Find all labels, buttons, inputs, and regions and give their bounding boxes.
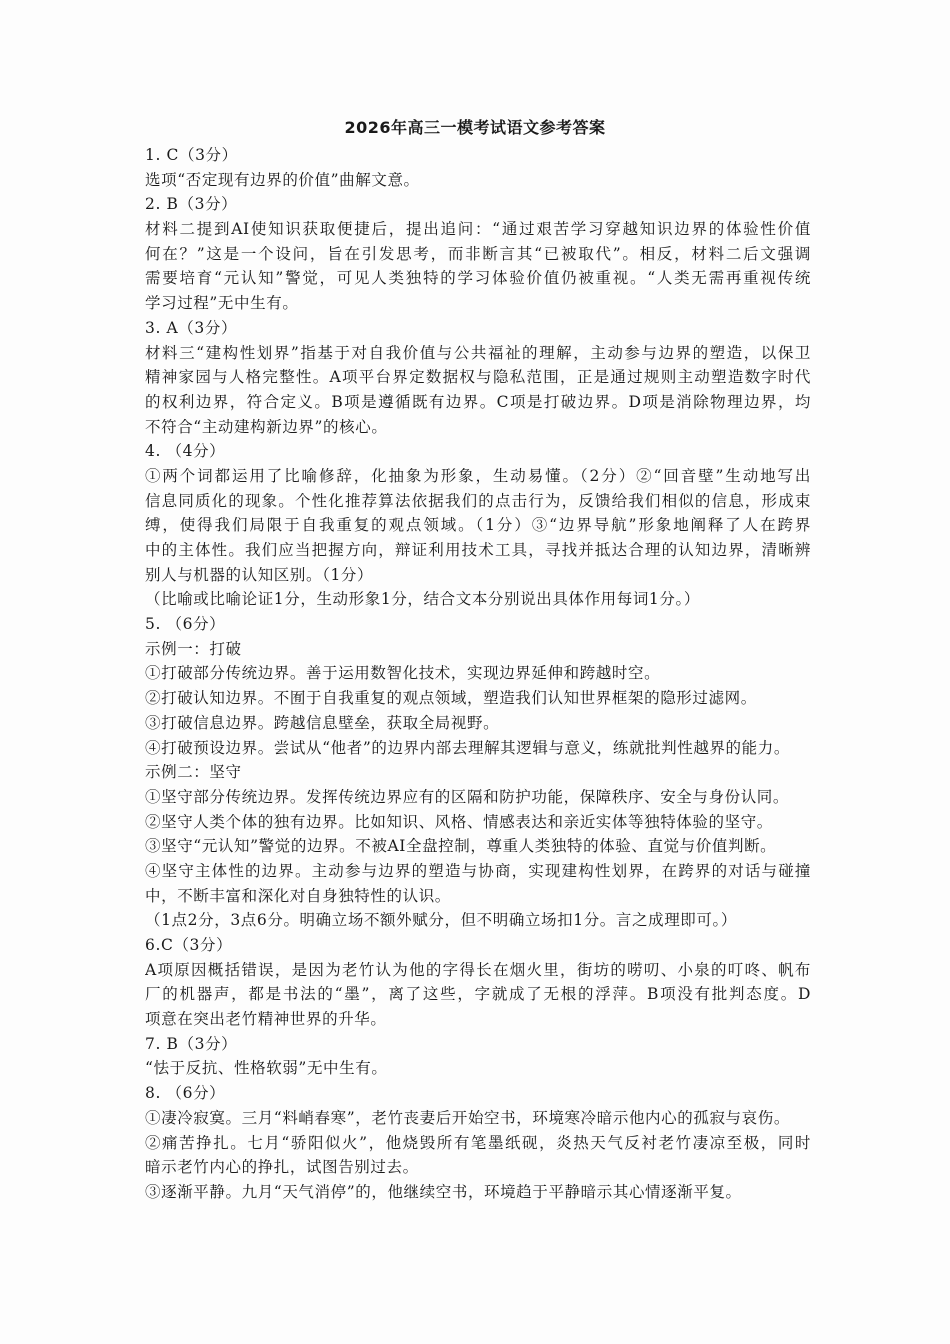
text-line: “怯于反抗、性格软弱”无中生有。: [145, 1059, 388, 1078]
page-title: 2026年高三一模考试语文参考答案: [344, 118, 606, 137]
text-line: 1. C（3分）: [145, 146, 238, 164]
text-line: 学习过程”无中生有。: [145, 294, 299, 313]
text-line: ①坚守部分传统边界。发挥传统边界应有的区隔和防护功能，保障秩序、安全与身份认同。: [145, 787, 790, 806]
text-line: ④打破预设边界。尝试从“他者”的边界内部去理解其逻辑与意义，练就批判性越界的能力。: [145, 738, 790, 757]
text-line: 2. B（3分）: [145, 195, 238, 214]
text-line: 示例一：打破: [145, 639, 242, 658]
text-line: 中的主体性。我们应当把握方向，辩证利用技术工具，寻找并抵达合理的认知边界，清晰辨: [145, 541, 811, 559]
text-line: ①凄冷寂寞。三月“料峭春寒”，老竹丧妻后开始空书，环境寒冷暗示他内心的孤寂与哀伤。: [145, 1108, 790, 1127]
text-line: （比喻或比喻论证1分，生动形象1分，结合文本分别说出具体作用每词1分。）: [145, 590, 700, 609]
text-line: 5. （6分）: [145, 615, 226, 634]
text-line: ①两个词都运用了比喻修辞，化抽象为形象，生动易懂。（2分）②“回音壁”生动地写出: [145, 466, 811, 485]
text-line: ①打破部分传统边界。善于运用数智化技术，实现边界延伸和跨越时空。: [145, 664, 661, 683]
text-line: 4. （4分）: [145, 442, 226, 461]
text-line: 的权利边界，符合定义。B项是遵循既有边界。C项是打破边界。D项是消除物理边界，均: [145, 392, 811, 411]
text-line: 厂的机器声，都是书法的“墨”，离了这些，字就成了无根的浮萍。B项没有批判态度。D: [145, 985, 811, 1004]
text-line: 示例二：坚守: [145, 763, 242, 782]
text-line: 材料二提到AI使知识获取便捷后，提出追问：“通过艰苦学习穿越知识边界的体验性价值: [145, 220, 811, 239]
text-line: ③坚守“元认知”警觉的边界。不被AI全盘控制，尊重人类独特的体验、直觉与价值判断。: [145, 837, 777, 856]
text-line: ②痛苦挣扎。七月“骄阳似火”，他烧毁所有笔墨纸砚，炎热天气反衬老竹凄凉至极，同时: [145, 1133, 811, 1152]
text-line: A项原因概括错误，是因为老竹认为他的字得长在烟火里，街坊的唠叨、小泉的叮咚、帆布: [145, 960, 811, 979]
text-line: ④坚守主体性的边界。主动参与边界的塑造与协商，实现建构性划界，在跨界的对话与碰撞: [145, 861, 811, 880]
text-line: 信息同质化的现象。个性化推荐算法依据我们的点击行为，反馈给我们相似的信息，形成束: [145, 491, 811, 510]
text-line: 需要培育“元认知”警觉，可见人类独特的学习体验价值仍被重视。“人类无需再重视传统: [145, 269, 811, 288]
answer-content: [145, 143, 811, 1205]
text-line: 别人与机器的认知区别。（1分）: [145, 565, 374, 584]
text-line: 缚，使得我们局限于自我重复的观点领域。（1分）③“边界导航”形象地阐释了人在跨界: [145, 516, 811, 535]
text-line: ②打破认知边界。不囿于自我重复的观点领域，塑造我们认知世界框架的隐形过滤网。: [145, 689, 757, 708]
text-line: 何在？”这是一个设问，旨在引发思考，而非断言其“已被取代”。相反，材料二后文强调: [145, 244, 811, 263]
text-line: 暗示老竹内心的挣扎，试图告别过去。: [145, 1158, 419, 1177]
text-line: 3. A（3分）: [145, 318, 238, 337]
text-line: 6.C（3分）: [145, 936, 233, 954]
text-line: （1点2分，3点6分。明确立场不额外赋分，但不明确立场扣1分。言之成理即可。）: [145, 911, 737, 930]
text-line: 7. B（3分）: [145, 1034, 238, 1053]
text-line: 材料三“建构性划界”指基于对自我价值与公共福祉的理解，主动参与边界的塑造，以保卫: [145, 343, 811, 362]
text-line: 中，不断丰富和深化对自身独特性的认识。: [145, 886, 451, 905]
text-line: 选项“否定现有边界的价值”曲解文意。: [145, 170, 420, 189]
text-line: ③打破信息边界。跨越信息壁垒，获取全局视野。: [145, 713, 500, 732]
text-line: ③逐渐平静。九月“天气消停”的，他继续空书，环境趋于平静暗示其心情逐渐平复。: [145, 1182, 742, 1201]
text-line: ②坚守人类个体的独有边界。比如知识、风格、情感表达和亲近实体等独特体验的坚守。: [145, 812, 773, 831]
text-line: 不符合“主动建构新边界”的核心。: [145, 417, 388, 436]
text-line: 精神家园与人格完整性。A项平台界定数据权与隐私范围，正是通过规则主动塑造数字时代: [145, 368, 811, 387]
text-line: 项意在突出老竹精神世界的升华。: [145, 1010, 387, 1029]
text-line: 8. （6分）: [145, 1084, 226, 1103]
